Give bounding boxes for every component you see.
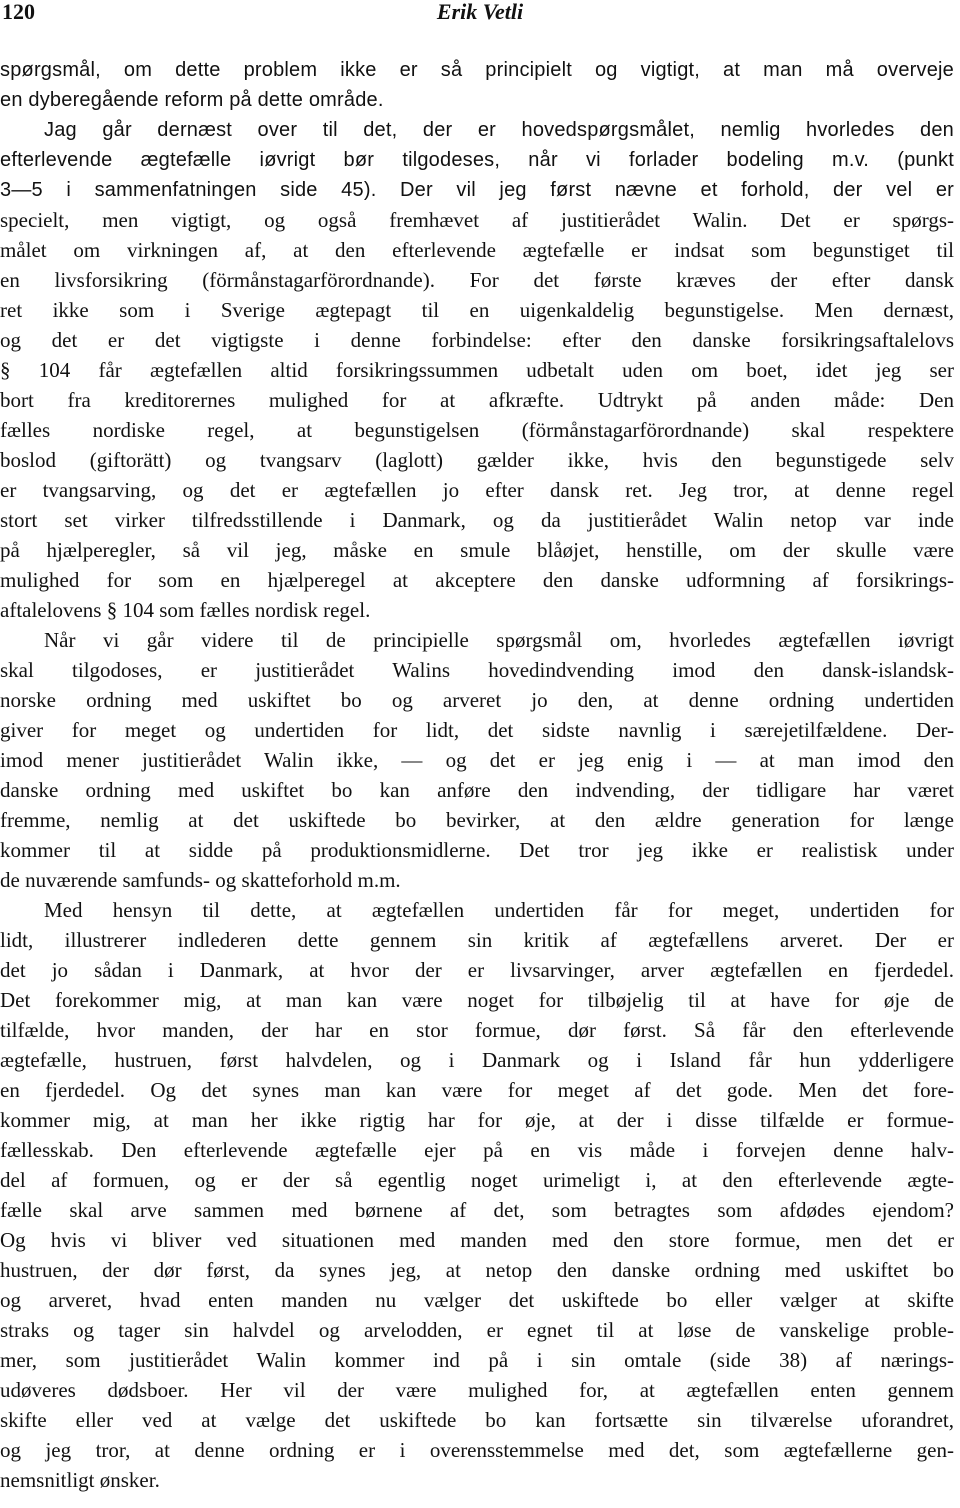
text-line: del af formuen, og er der så egentlig noget urimeligt i, at den efterlevende ægte- bbox=[0, 1168, 954, 1192]
text-line: bort fra kreditorernes mulighed for at afkræfte. Udtrykt på anden måde: Den bbox=[0, 388, 954, 412]
text-line: aftalelovens § 104 som fælles nordisk regel. bbox=[0, 598, 371, 622]
text-line: udøveres dødsboer. Her vil der være mulighed for, at ægtefællen enten gennem bbox=[0, 1378, 954, 1402]
text-line: fælles nordiske regel, at begunstigelsen (förmånstagarförordnande) skal respektere bbox=[0, 418, 954, 442]
text-line: imod mener justitierådet Walin ikke, — og det er jeg enig i — at man imod den bbox=[0, 748, 954, 772]
text-line: Med hensyn til dette, at ægtefællen undertiden får for meget, undertiden for bbox=[44, 898, 954, 922]
text-line: og det er det vigtigste i denne forbindelse: efter den danske forsikringsaftalelovs bbox=[0, 328, 954, 352]
text-line: stort set virker tilfredsstillende i Danmark, og da justitierådet Walin netop var inde bbox=[0, 508, 954, 532]
text-line: Og hvis vi bliver ved situationen med manden med den store formue, men det er bbox=[0, 1228, 954, 1252]
text-line: målet om virkningen af, at den efterlevende ægtefælle er indsat som begunstiget til bbox=[0, 238, 954, 262]
text-line: skifte eller ved at vælge det uskiftede bo kan fortsætte sin tilværelse uforandret, bbox=[0, 1408, 954, 1432]
text-line: kommer mig, at man her ikke rigtig har for øje, at der i disse tilfælde er formue- bbox=[0, 1108, 954, 1132]
text-line: en livsforsikring (förmånstagarförordnande). For det første kræves der efter dansk bbox=[0, 268, 954, 292]
text-line: boslod (giftorätt) og tvangsarv (laglott) gælder ikke, hvis den begunstigede selv bbox=[0, 448, 954, 472]
running-header bbox=[0, 0, 960, 30]
text-line: tilfælde, hvor manden, der har en stor formue, dør først. Så får den efterlevende bbox=[0, 1018, 954, 1042]
text-line: de nuværende samfunds- og skatteforhold m.m. bbox=[0, 868, 401, 892]
text-line: er tvangsarving, og det er ægtefællen jo efter dansk ret. Jeg tror, at denne regel bbox=[0, 478, 954, 502]
text-line: norske ordning med uskiftet bo og arveret jo den, at denne ordning undertiden bbox=[0, 688, 954, 712]
text-line: straks og tager sin halvdel og arvelodden, er egnet til at løse de vanskelige proble- bbox=[0, 1318, 954, 1342]
page-number: 120 bbox=[2, 0, 35, 24]
body-text bbox=[0, 55, 954, 1495]
text-line: ægtefælle, hustruen, først halvdelen, og i Danmark og i Island får hun ydderligere bbox=[0, 1048, 954, 1072]
text-line: fælle skal arve sammen med børnene af det, som betragtes som afdødes ejendom? bbox=[0, 1198, 954, 1222]
text-line: på hjælperegler, så vil jeg, måske en smule blåøjet, henstille, om der skulle være bbox=[0, 538, 954, 562]
text-line: fællesskab. Den efterlevende ægtefælle ejer på en vis måde i forvejen denne halv- bbox=[0, 1138, 954, 1162]
text-line: giver for meget og undertiden for lidt, det sidste navnlig i særejetilfældene. Der- bbox=[0, 718, 954, 742]
text-line: specielt, men vigtigt, og også fremhævet af justitierådet Walin. Det er spørgs- bbox=[0, 208, 954, 232]
text-line: skal tilgodoses, er justitierådet Walins hovedindvending imod den dansk-islandsk- bbox=[0, 658, 954, 682]
text-line: fremme, nemlig at det uskiftede bo bevirker, at den ældre generation for længe bbox=[0, 808, 954, 832]
text-line: spørgsmål, om dette problem ikke er så principielt og vigtigt, at man må overveje bbox=[0, 59, 954, 81]
running-title: Erik Vetli bbox=[436, 0, 524, 24]
text-line: mulighed for som en hjælperegel at akceptere den danske udformning af forsikrings- bbox=[0, 568, 954, 592]
text-line: efterlevende ægtefælle iøvrigt bør tilgodeses, når vi forlader bodeling m.v. (punkt bbox=[0, 149, 954, 171]
text-line: lidt, illustrerer indlederen dette gennem sin kritik af ægtefællens arveret. Der er bbox=[0, 928, 954, 952]
text-line: Når vi går videre til de principielle spørgsmål om, hvorledes ægtefællen iøvrigt bbox=[44, 628, 954, 652]
text-line: kommer til at sidde på produktionsmidlerne. Det tror jeg ikke er realistisk under bbox=[0, 838, 954, 862]
text-line: § 104 får ægtefællen altid forsikringssummen udbetalt uden om boet, idet jeg ser bbox=[0, 358, 954, 382]
text-line: nemsnitligt ønsker. bbox=[0, 1468, 160, 1492]
text-line: danske ordning med uskiftet bo kan anføre den indvending, der tidligare har været bbox=[0, 778, 954, 802]
text-line: hustruen, der dør først, da synes jeg, at netop den danske ordning med uskiftet bo bbox=[0, 1258, 954, 1282]
text-line: en dyberegående reform på dette område. bbox=[0, 89, 384, 111]
text-line: og arveret, hvad enten manden nu vælger det uskiftede bo eller vælger at skifte bbox=[0, 1288, 954, 1312]
text-line: en fjerdedel. Og det synes man kan være for meget af det gode. Men det fore- bbox=[0, 1078, 954, 1102]
text-line: det jo sådan i Danmark, at hvor der er livsarvinger, arver ægtefællen en fjerdedel. bbox=[0, 958, 954, 982]
text-line: Det forekommer mig, at man kan være noget for tilbøjelig til at have for øje de bbox=[0, 988, 954, 1012]
text-line: Jag går dernæst over til det, der er hovedspørgsmålet, nemlig hvorledes den bbox=[44, 119, 954, 141]
text-line: 3—5 i sammenfatningen side 45). Der vil jeg først nævne et forhold, der vel er bbox=[0, 179, 954, 201]
text-line: ret ikke som i Sverige ægtepagt til en uigenkaldelig begunstigelse. Men dernæst, bbox=[0, 298, 954, 322]
text-line: og jeg tror, at denne ordning er i overensstemmelse med det, som ægtefællerne gen- bbox=[0, 1438, 954, 1462]
text-line: mer, som justitierådet Walin kommer ind på i sin omtale (side 38) af nærings- bbox=[0, 1348, 954, 1372]
